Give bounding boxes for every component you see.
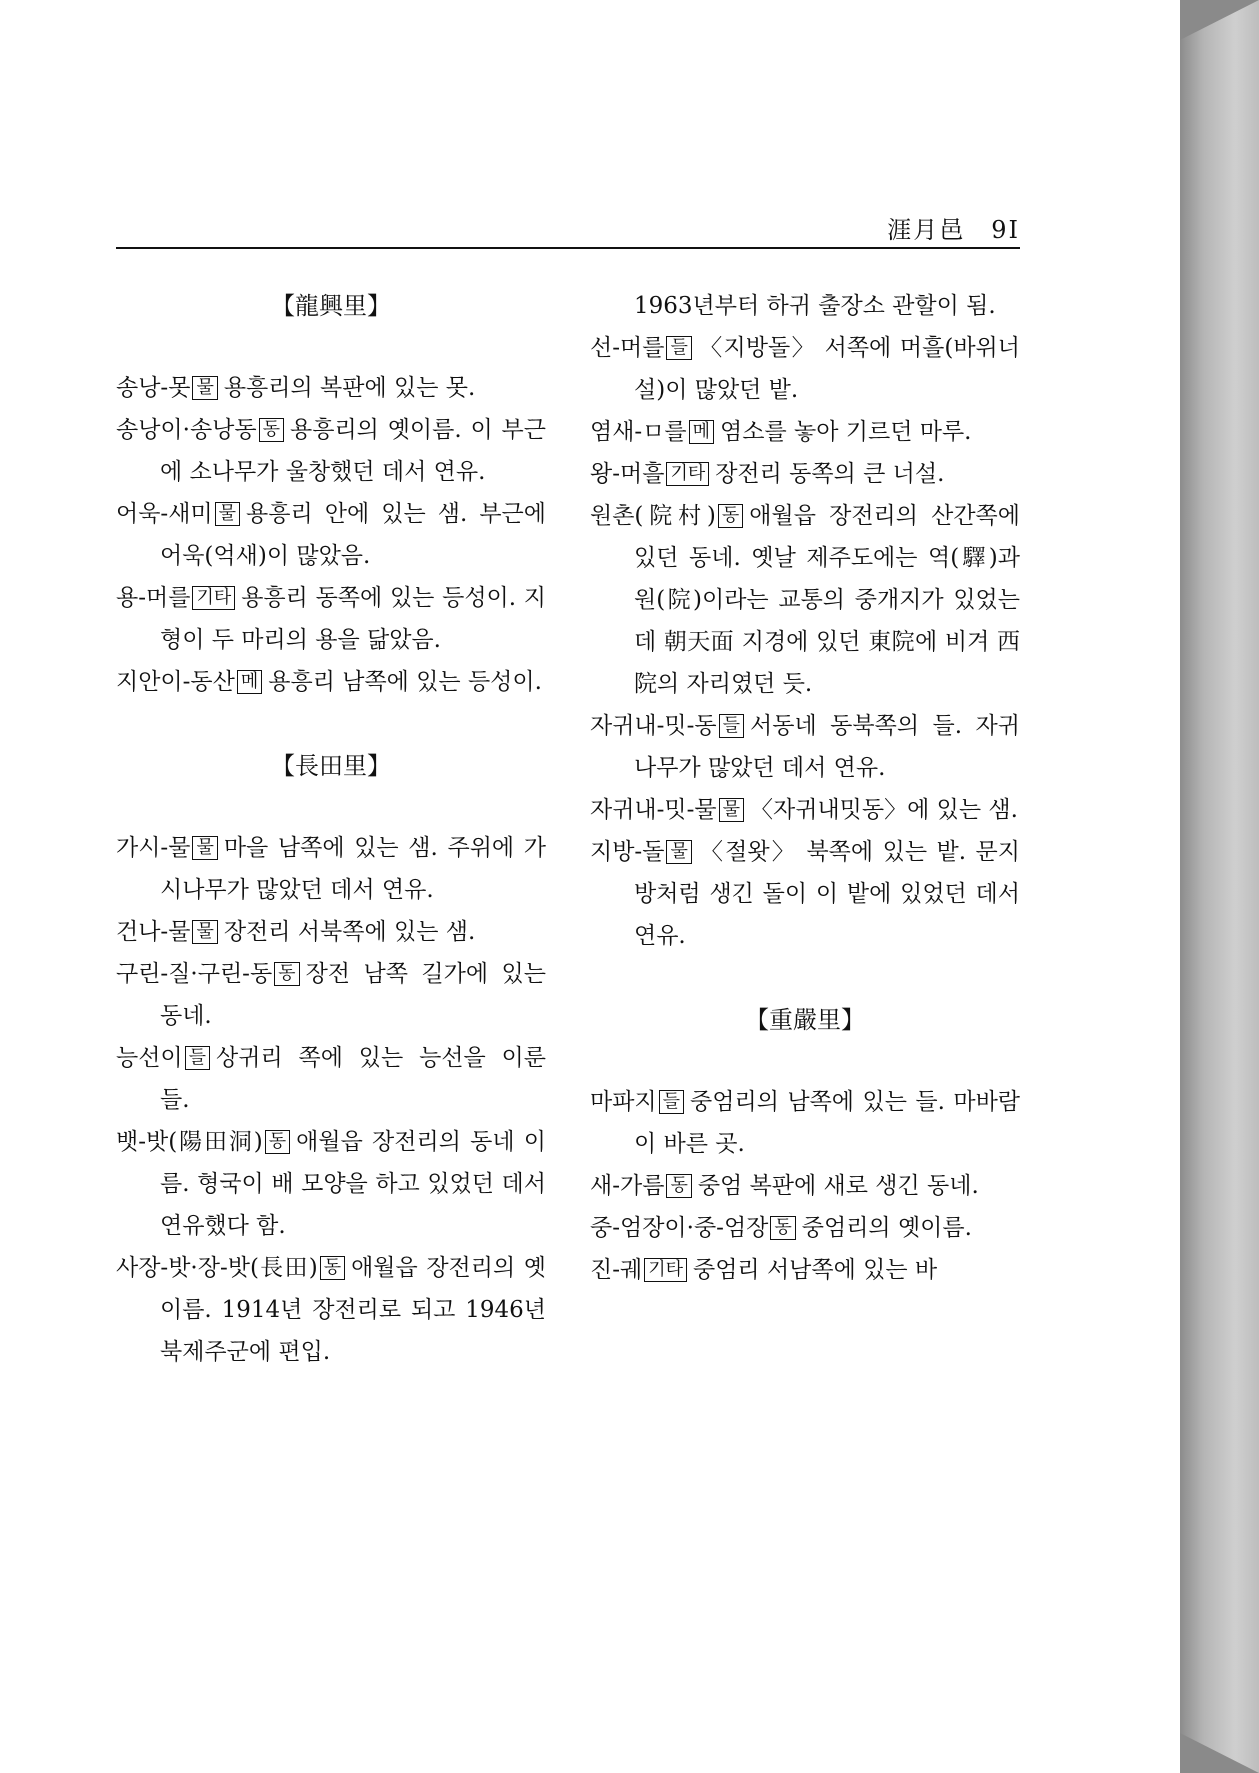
category-tag: 물	[192, 836, 217, 860]
entry	[116, 953, 546, 1037]
entry-head: 원촌(院村)	[590, 503, 716, 529]
entry	[590, 831, 1020, 957]
category-tag: 메	[689, 420, 714, 444]
entry	[590, 495, 1020, 705]
category-tag: 물	[192, 376, 217, 400]
entry	[116, 827, 546, 911]
entry	[590, 411, 1020, 453]
category-tag: 기타	[644, 1258, 687, 1282]
entry-text: 〈지방돌〉 서쪽에 머흘(바위너설)이 많았던 밭.	[634, 335, 1020, 403]
entry	[116, 367, 546, 409]
running-header	[116, 210, 1020, 248]
entry	[116, 911, 546, 953]
entry-text: 애월읍 장전리의 옛이름. 1914년 장전리로 되고 1946년 북제주군에 편입.	[160, 1255, 546, 1365]
entry-text: 장전리 동쪽의 큰 너설.	[715, 461, 945, 487]
entry-head: 뱃-밧(陽田洞)	[116, 1129, 263, 1155]
section-title-jungeom: 【重嚴里】	[745, 1006, 865, 1034]
entry	[590, 789, 1020, 831]
entry-head: 구린-질·구린-동	[116, 961, 273, 987]
entry-text: 서동네 동북쪽의 들. 자귀나무가 많았던 데서 연유.	[634, 713, 1020, 781]
entry-head: 능선이	[116, 1045, 183, 1071]
entry-head: 송낭-못	[116, 375, 191, 401]
entry-text: 〈절왓〉 북쪽에 있는 밭. 문지방처럼 생긴 돌이 이 밭에 있었던 데서 연유.	[634, 839, 1020, 949]
entry-text: 애월읍 장전리의 산간쪽에 있던 동네. 옛날 제주도에는 역(驛)과 원(院)이라는 교통의 중개지가 있었는데 朝天面 지경에 있던 東院에 비겨 西院의 자리였던 듯.	[634, 503, 1020, 697]
entry-head: 진-궤	[590, 1257, 643, 1283]
page-edge-bottom-shade	[1180, 1733, 1259, 1773]
entry	[590, 1081, 1020, 1165]
entry-head: 지방-돌	[590, 839, 665, 865]
entry-text: 용흥리의 복판에 있는 못.	[223, 375, 476, 401]
section-title-yongheung: 【龍興里】	[271, 292, 391, 320]
category-tag: 들	[185, 1046, 210, 1070]
category-tag: 동	[320, 1256, 345, 1280]
right-column	[590, 285, 1020, 1291]
entry	[116, 577, 546, 661]
entry-text: 용흥리 안에 있는 샘. 부근에 어욱(억새)이 많았음.	[160, 501, 546, 569]
entry-head: 자귀내-밋-물	[590, 797, 717, 823]
entry-head: 어욱-새미	[116, 501, 213, 527]
category-tag: 동	[259, 418, 284, 442]
entry-head: 지안이-동산	[116, 669, 235, 695]
entry-text: 용흥리의 옛이름. 이 부근에 소나무가 울창했던 데서 연유.	[160, 417, 546, 485]
entry-head: 건나-물	[116, 919, 191, 945]
category-tag: 동	[265, 1130, 290, 1154]
entry-head: 사장-밧·장-밧(長田)	[116, 1255, 318, 1281]
entry-text: 용흥리 동쪽에 있는 등성이. 지형이 두 마리의 용을 닮았음.	[160, 585, 546, 653]
entry	[590, 453, 1020, 495]
entry-head: 가시-물	[116, 835, 191, 861]
category-tag: 동	[274, 962, 299, 986]
category-tag: 동	[718, 504, 743, 528]
entry-head: 염새-ㅁ를	[590, 419, 687, 445]
entry	[590, 705, 1020, 789]
entry	[116, 1037, 546, 1121]
entry-head: 용-머를	[116, 585, 191, 611]
entry-text: 중엄리의 남쪽에 있는 들. 마바람이 바른 곳.	[634, 1089, 1020, 1157]
entry	[116, 493, 546, 577]
entry-text: 중엄 복판에 새로 생긴 동네.	[697, 1173, 979, 1199]
entry	[590, 1165, 1020, 1207]
entry	[116, 1121, 546, 1247]
entry-text: 〈자귀내밋동〉에 있는 샘.	[750, 797, 1018, 823]
entry-text: 염소를 놓아 기르던 마루.	[720, 419, 972, 445]
category-tag: 기타	[192, 586, 235, 610]
category-tag: 물	[719, 798, 744, 822]
header-rule	[116, 247, 1020, 249]
category-tag: 메	[237, 670, 262, 694]
entry	[116, 409, 546, 493]
entry-text: 애월읍 장전리의 동네 이름. 형국이 배 모양을 하고 있었던 데서 연유했다 함.	[160, 1129, 546, 1239]
entry-text: 장전 남쪽 길가에 있는 동네.	[160, 961, 546, 1029]
entry-head: 선-머를	[590, 335, 665, 361]
category-tag: 물	[215, 502, 240, 526]
entry	[590, 1249, 1020, 1291]
category-tag: 들	[666, 336, 691, 360]
category-tag: 들	[659, 1090, 684, 1114]
entry-text: 중엄리 서남쪽에 있는 바	[693, 1257, 938, 1283]
page-stack-edge	[1180, 0, 1259, 1773]
category-tag: 기타	[666, 462, 709, 486]
category-tag: 물	[666, 840, 691, 864]
entry-text: 용흥리 남쪽에 있는 등성이.	[268, 669, 542, 695]
entry	[116, 661, 546, 703]
entry-text: 상귀리 쪽에 있는 능선을 이룬 들.	[160, 1045, 546, 1113]
page-edge-top-shade	[1180, 0, 1259, 40]
entry	[116, 1247, 546, 1373]
category-tag: 물	[192, 920, 217, 944]
section-title-jangjeon: 【長田里】	[271, 752, 391, 780]
category-tag: 들	[719, 714, 744, 738]
category-tag: 동	[770, 1216, 795, 1240]
entry-head: 왕-머흘	[590, 461, 665, 487]
left-column	[116, 285, 546, 1373]
entry-head: 자귀내-밋-동	[590, 713, 717, 739]
entry-text: 중엄리의 옛이름.	[801, 1215, 972, 1241]
entry-head: 새-가름	[590, 1173, 665, 1199]
continued-text: 1963년부터 하귀 출장소 관할이 됨.	[634, 293, 996, 319]
entry-head: 송낭이·송낭동	[116, 417, 257, 443]
entry-head: 중-엄장이·중-엄장	[590, 1215, 769, 1241]
header-title-page-number: 涯月邑 9I	[887, 216, 1020, 244]
entry-text: 장전리 서북쪽에 있는 샘.	[223, 919, 476, 945]
entry-text: 마을 남쪽에 있는 샘. 주위에 가시나무가 많았던 데서 연유.	[160, 835, 546, 903]
category-tag: 동	[666, 1174, 691, 1198]
entry	[590, 1207, 1020, 1249]
entry	[590, 327, 1020, 411]
entry-head: 마파지	[590, 1089, 657, 1115]
